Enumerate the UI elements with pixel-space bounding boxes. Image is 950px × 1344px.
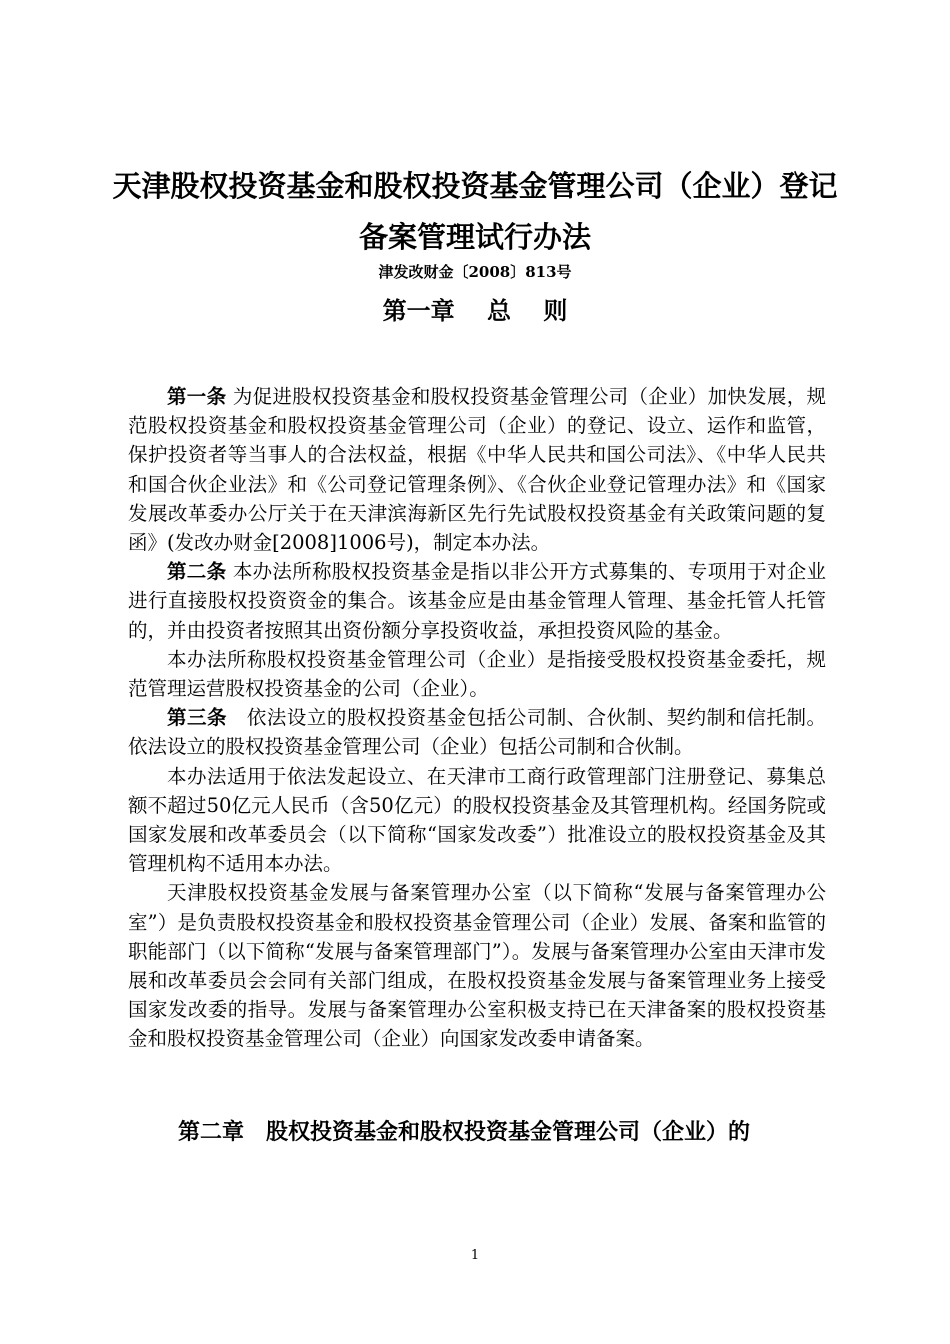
article-paragraph (128, 557, 826, 645)
chapter-2-heading: 第二章 股权投资基金和股权投资基金管理公司（企业）的 (178, 1119, 751, 1145)
document-body (128, 382, 826, 1054)
page-number: 1 (470, 1248, 480, 1263)
article-text: 依法设立的股权投资基金包括公司制、合伙制、契约制和信托制。依法设立的股权投资基金管理公司（企业）包括公司制和合伙制。 (128, 706, 826, 759)
article-label: 第二条 (167, 560, 227, 584)
article-label: 第一条 (167, 385, 227, 408)
article-paragraph (128, 878, 826, 1053)
chapter-1-heading: 第一章 总 则 (382, 296, 568, 325)
article-label: 第三条 (167, 706, 227, 730)
document-title-line-1: 天津股权投资基金和股权投资基金管理公司（企业）登记 (112, 169, 838, 203)
article-paragraph (128, 382, 826, 557)
article-text: 为促进股权投资基金和股权投资基金管理公司（企业）加快发展，规范股权投资基金和股权投资基金管理公司（企业）的登记、设立、运作和监管，保护投资者等当事人的合法权益，根据《中华人民共和国公司法》、《中华人民共和国合伙企业法》和《公司登记管理条例》、《合伙企业登记管理办法》和《国家发展改革委办公厅关于在天津滨海新区先行先试股权投资基金有关政策问题的复函》(发改办财金[2008]1006号)，制定本办法。 (128, 385, 826, 555)
article-paragraph (128, 703, 826, 761)
article-text: 天津股权投资基金发展与备案管理办公室（以下简称“发展与备案管理办公室”）是负责股权投资基金和股权投资基金管理公司（企业）发展、备案和监管的职能部门（以下简称“发展与备案管理部门”）。发展与备案管理办公室由天津市发展和改革委员会会同有关部门组成，在股权投资基金发展与备案管理业务上接受国家发改委的指导。发展与备案管理办公室积极支持已在天津备案的股权投资基金和股权投资基金管理公司（企业）向国家发改委申请备案。 (128, 881, 826, 1051)
article-text: 本办法所称股权投资基金是指以非公开方式募集的、专项用于对企业进行直接股权投资资金的集合。该基金应是由基金管理人管理、基金托管人托管的，并由投资者按照其出资份额分享投资收益，承担投资风险的基金。 (128, 560, 826, 642)
article-paragraph (128, 645, 826, 703)
document-title-line-2: 备案管理试行办法 (358, 220, 591, 254)
article-text: 本办法适用于依法发起设立、在天津市工商行政管理部门注册登记、募集总额不超过50亿元人民币（含50亿元）的股权投资基金及其管理机构。经国务院或国家发展和改革委员会（以下简称“国家发改委”）批准设立的股权投资基金及其管理机构不适用本办法。 (128, 764, 826, 876)
article-text: 本办法所称股权投资基金管理公司（企业）是指接受股权投资基金委托，规范管理运营股权投资基金的公司（企业）。 (128, 647, 826, 701)
document-number: 津发改财金〔2008〕813号 (378, 263, 572, 281)
article-paragraph (128, 762, 826, 879)
